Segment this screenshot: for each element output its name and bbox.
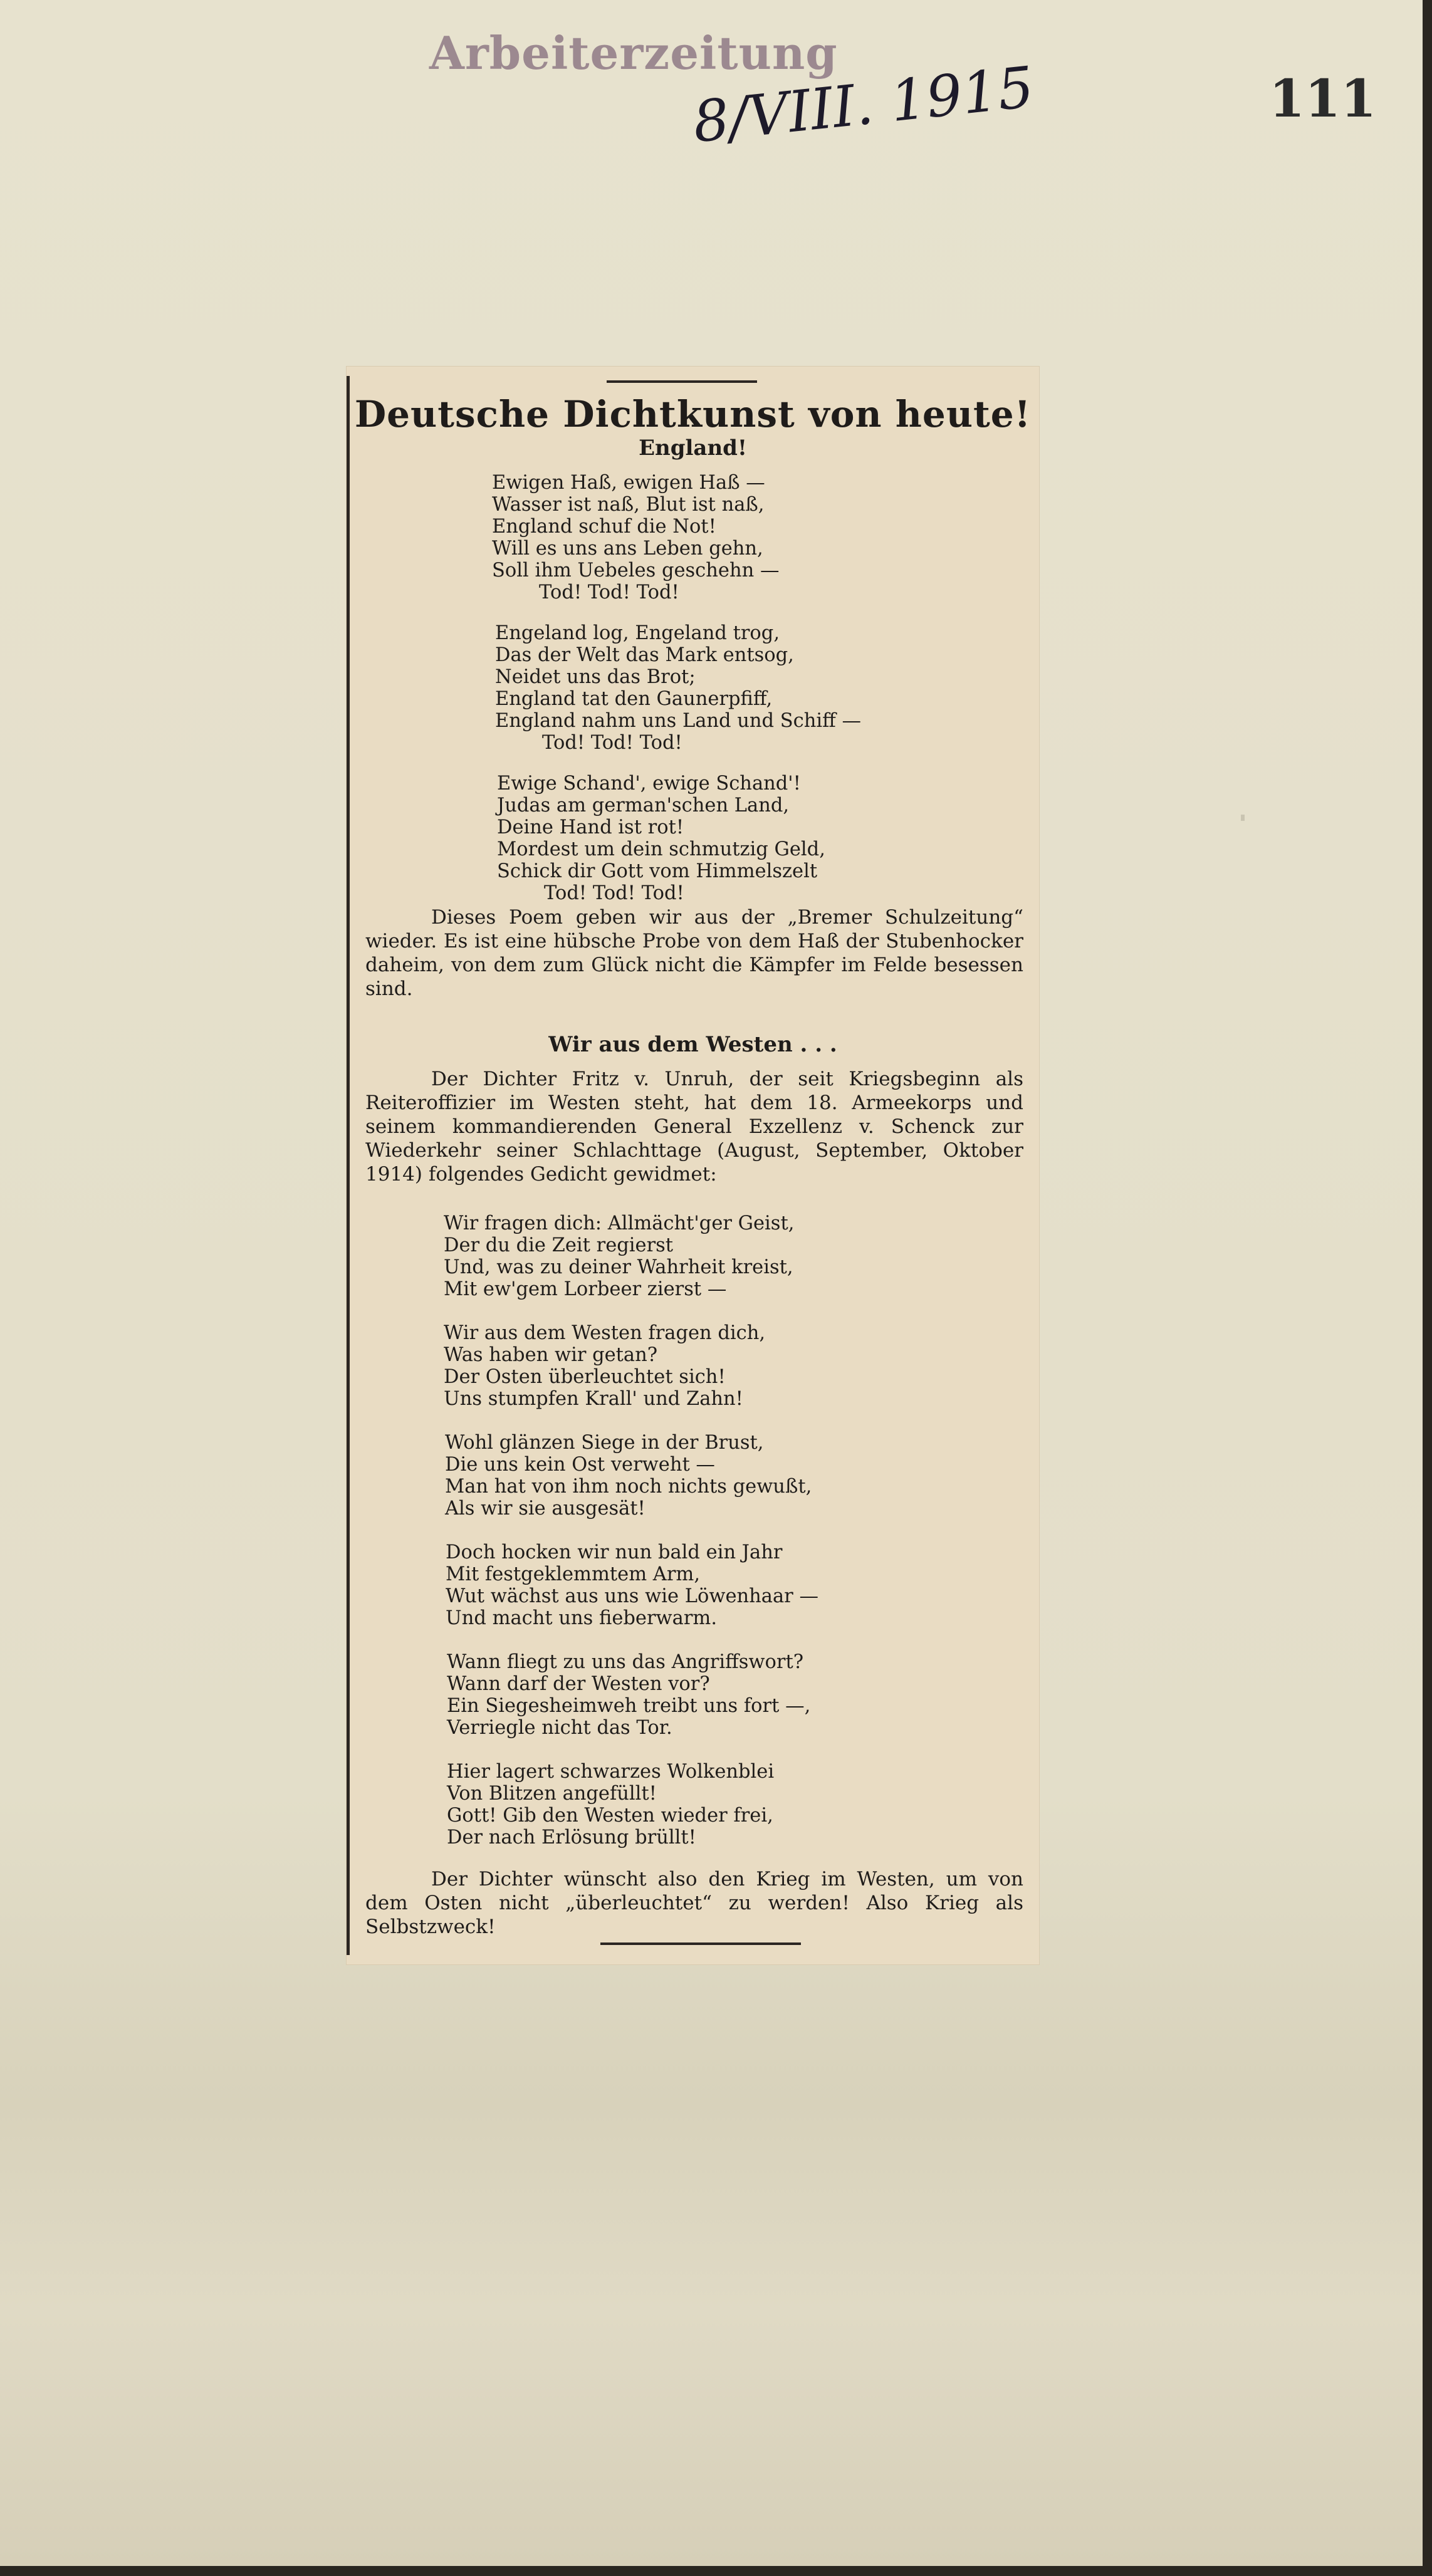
poem-line: Neidet uns das Brot; <box>495 666 696 688</box>
poem-line: Will es uns ans Leben gehn, <box>492 538 763 560</box>
article-title: Deutsche Dichtkunst von heute! <box>354 393 1032 435</box>
bottom-rule <box>600 1942 801 1945</box>
poem-line: Hier lagert schwarzes Wolkenblei <box>447 1761 775 1783</box>
section-heading-westen: Wir aus dem Westen . . . <box>548 1032 837 1057</box>
poem-line: Wasser ist naß, Blut ist naß, <box>492 494 765 516</box>
poem-line: England schuf die Not! <box>492 516 716 538</box>
poem-line: Und, was zu deiner Wahrheit kreist, <box>444 1256 793 1278</box>
editorial-comment-text: Dieses Poem geben wir aus der „Bremer Schulzeitung“ wieder. Es ist eine hübsche Probe von dem Haß der Stubenhocker daheim, von dem zum Glück nicht die Kämpfer im Felde besessen sind. <box>365 906 1023 1000</box>
poem-line: Als wir sie ausgesät! <box>445 1498 645 1520</box>
poem-line: Ein Siegesheimweh treibt uns fort —, <box>447 1695 811 1717</box>
poem-line: Ewigen Haß, ewigen Haß — <box>492 472 765 494</box>
poem-stanza <box>492 472 779 603</box>
poem-line: Verriegle nicht das Tor. <box>447 1717 672 1739</box>
poem-line: Das der Welt das Mark entsog, <box>495 644 794 666</box>
paper-speck <box>1241 815 1245 821</box>
poem-line: Man hat von ihm noch nichts gewußt, <box>445 1476 812 1498</box>
poem-line: Wohl glänzen Siege in der Brust, <box>445 1432 764 1454</box>
clipping-edge <box>347 376 350 1955</box>
poem-line: Doch hocken wir nun bald ein Jahr <box>446 1541 783 1563</box>
poem-line: Wut wächst aus uns wie Löwenhaar — <box>446 1585 818 1607</box>
closing-comment-text: Der Dichter wünscht also den Krieg im Westen, um von dem Osten nicht „überleuchtet“ zu werden! Also Krieg als Selbstzweck! <box>365 1868 1023 1938</box>
poem-line: Tod! Tod! Tod! <box>544 882 684 904</box>
poem-line: Tod! Tod! Tod! <box>542 732 682 754</box>
poem-intro-text: Der Dichter Fritz v. Unruh, der seit Kriegsbeginn als Reiteroffizier im Westen steht, hat dem 18. Armeekorps und seinem kommandierenden General Exzellenz v. Schenck zur Wiederkehr seiner Schlachttage (August, September, Oktober 1914) folgendes Gedicht gewidmet: <box>365 1068 1023 1186</box>
poem-line: Uns stumpfen Krall' und Zahn! <box>444 1388 743 1410</box>
poem-line: Deine Hand ist rot! <box>497 816 684 838</box>
poem-line: Die uns kein Ost verweht — <box>445 1454 715 1476</box>
poem-line: Judas am german'schen Land, <box>497 795 790 816</box>
section-heading-england: England! <box>639 435 747 461</box>
poem-line: Und macht uns fieberwarm. <box>446 1607 718 1629</box>
poem-stanza <box>495 622 861 754</box>
poem-line: Wann fliegt zu uns das Angriffswort? <box>447 1651 804 1673</box>
poem-line: Wir fragen dich: Allmächt'ger Geist, <box>444 1212 795 1234</box>
poem-line: Der du die Zeit regierst <box>444 1234 674 1256</box>
poem-line: England tat den Gaunerpfiff, <box>495 688 773 710</box>
poem-line: Tod! Tod! Tod! <box>539 581 679 603</box>
poem-stanza <box>447 1761 774 1849</box>
poem-intro <box>365 1067 1023 1186</box>
poem-line: Soll ihm Uebeles geschehn — <box>492 560 780 581</box>
poem-stanza <box>444 1212 794 1300</box>
poem-line: Von Blitzen angefüllt! <box>447 1783 657 1805</box>
poem-line: Was haben wir getan? <box>444 1344 658 1366</box>
poem-line: Der nach Erlösung brüllt! <box>447 1827 696 1849</box>
newspaper-clipping <box>347 367 1039 1964</box>
poem-line: Mit festgeklemmtem Arm, <box>446 1563 701 1585</box>
poem-stanza <box>444 1322 765 1410</box>
poem-line: Gott! Gib den Westen wieder frei, <box>447 1805 773 1827</box>
poem-line: Ewige Schand', ewige Schand'! <box>497 773 801 795</box>
poem-stanza <box>445 1432 812 1520</box>
newspaper-stamp: Arbeiterzeitung <box>429 26 838 80</box>
poem-line: Mit ew'gem Lorbeer zierst — <box>444 1278 727 1300</box>
poem-line: England nahm uns Land und Schiff — <box>495 710 861 732</box>
poem-line: Wann darf der Westen vor? <box>447 1673 710 1695</box>
poem-line: Schick dir Gott vom Himmelszelt <box>497 860 818 882</box>
poem-line: Der Osten überleuchtet sich! <box>444 1366 726 1388</box>
poem-stanza <box>447 1651 810 1739</box>
poem-line: Engeland log, Engeland trog, <box>495 622 780 644</box>
poem-line: Mordest um dein schmutzig Geld, <box>497 838 825 860</box>
poem-line: Wir aus dem Westen fragen dich, <box>444 1322 766 1344</box>
poem-stanza <box>497 773 825 904</box>
poem-stanza <box>446 1541 818 1629</box>
editorial-comment <box>365 905 1023 1001</box>
closing-comment <box>365 1867 1023 1939</box>
handwritten-date: 8/VIII. 1915 <box>690 54 1037 156</box>
page-number: 111 <box>1269 69 1377 129</box>
top-rule <box>607 380 757 383</box>
